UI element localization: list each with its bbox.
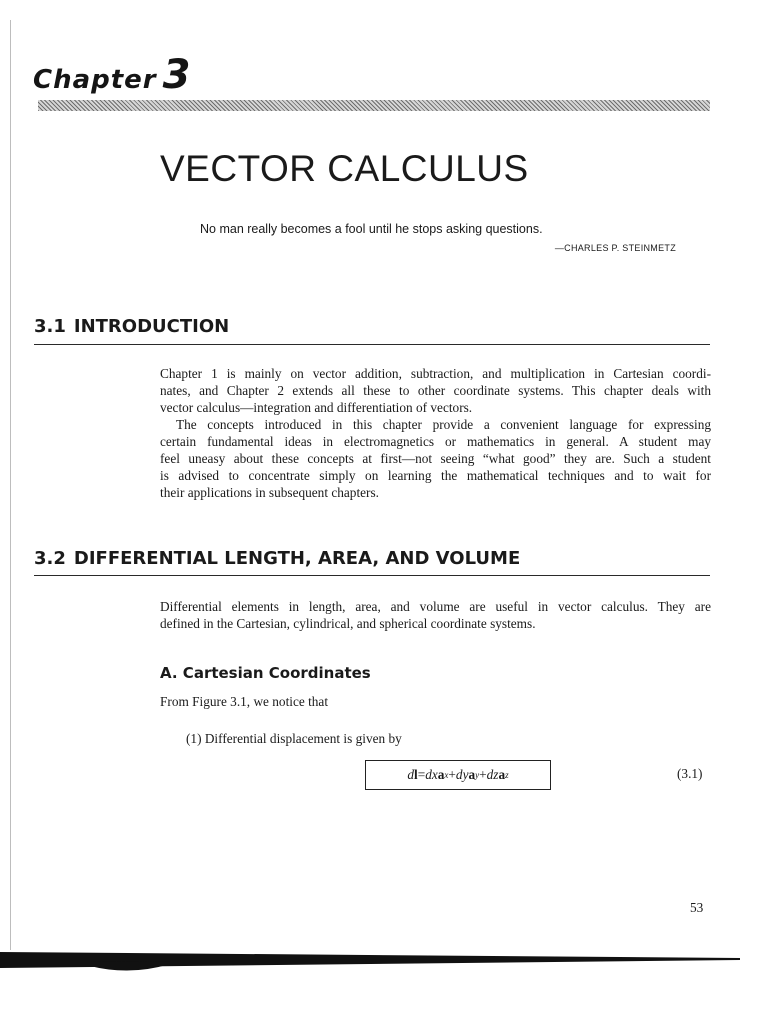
text-line: Chapter 1 is mainly on vector addition, subtraction, and multiplication in Cartesian coordi- bbox=[160, 366, 711, 381]
subsection-intro: From Figure 3.1, we notice that bbox=[160, 694, 329, 709]
text-line: The concepts introduced in this chapter provide a convenient language for expressing bbox=[176, 417, 711, 432]
section-rule bbox=[34, 575, 710, 576]
chapter-word: Chapter bbox=[33, 65, 157, 95]
section-number: 3.2 bbox=[34, 548, 66, 569]
eq-operator: = bbox=[417, 767, 426, 782]
eq-subscript: z bbox=[505, 770, 509, 780]
section-heading-introduction bbox=[34, 316, 229, 337]
epigraph-quote: No man really becomes a fool until he stops asking questions. bbox=[200, 222, 543, 236]
eq-term: dy bbox=[455, 767, 469, 782]
chapter-band bbox=[38, 100, 710, 111]
subsection-heading: A. Cartesian Coordinates bbox=[160, 664, 371, 682]
text-line: nates, and Chapter 2 extends all these to other coordinate systems. This chapter deals with bbox=[160, 383, 711, 398]
eq-subscript: x bbox=[444, 770, 449, 780]
equation-box bbox=[365, 760, 551, 790]
eq-vector: l bbox=[414, 767, 418, 782]
list-item: (1) Differential displacement is given by bbox=[186, 731, 402, 746]
text-line: Differential elements in length, area, and volume are useful in vector calculus. They are bbox=[160, 599, 711, 614]
section-number: 3.1 bbox=[34, 316, 66, 337]
chapter-title: VECTOR CALCULUS bbox=[160, 148, 529, 189]
equation-number: (3.1) bbox=[677, 766, 703, 781]
eq-term: d bbox=[407, 767, 414, 782]
section-title: DIFFERENTIAL LENGTH, AREA, AND VOLUME bbox=[73, 548, 521, 569]
eq-operator: + bbox=[448, 767, 456, 782]
text-line: feel uneasy about these concepts at first—not seeing “what good” they are. Such a student bbox=[160, 451, 711, 466]
eq-operator: + bbox=[479, 767, 487, 782]
chapter-number: 3 bbox=[162, 52, 192, 98]
eq-subscript: y bbox=[475, 770, 480, 780]
introduction-text bbox=[160, 365, 711, 501]
eq-vector: a bbox=[468, 767, 476, 782]
text-line: is advised to concentrate simply on learning the mathematical techniques and to wait for bbox=[160, 468, 711, 483]
section-heading-differential bbox=[34, 548, 520, 569]
chapter-label bbox=[33, 52, 191, 98]
eq-vector: a bbox=[498, 767, 506, 782]
eq-term: dz bbox=[486, 767, 499, 782]
epigraph-attribution: —CHARLES P. STEINMETZ bbox=[554, 243, 676, 253]
section-rule bbox=[34, 344, 710, 345]
page-edge bbox=[10, 20, 11, 950]
text-line: defined in the Cartesian, cylindrical, and spherical coordinate systems. bbox=[160, 616, 536, 631]
text-line: vector calculus—integration and differentiation of vectors. bbox=[160, 400, 473, 415]
eq-vector: a bbox=[437, 767, 445, 782]
page-bottom-edge bbox=[0, 952, 750, 972]
text-line: their applications in subsequent chapters. bbox=[160, 485, 379, 500]
section-title: INTRODUCTION bbox=[73, 316, 230, 337]
eq-term: dx bbox=[425, 767, 438, 782]
differential-text bbox=[160, 598, 711, 632]
text-line: certain fundamental ideas in electromagnetics or mathematics in general. A student may bbox=[160, 434, 711, 449]
page-number: 53 bbox=[690, 900, 704, 915]
